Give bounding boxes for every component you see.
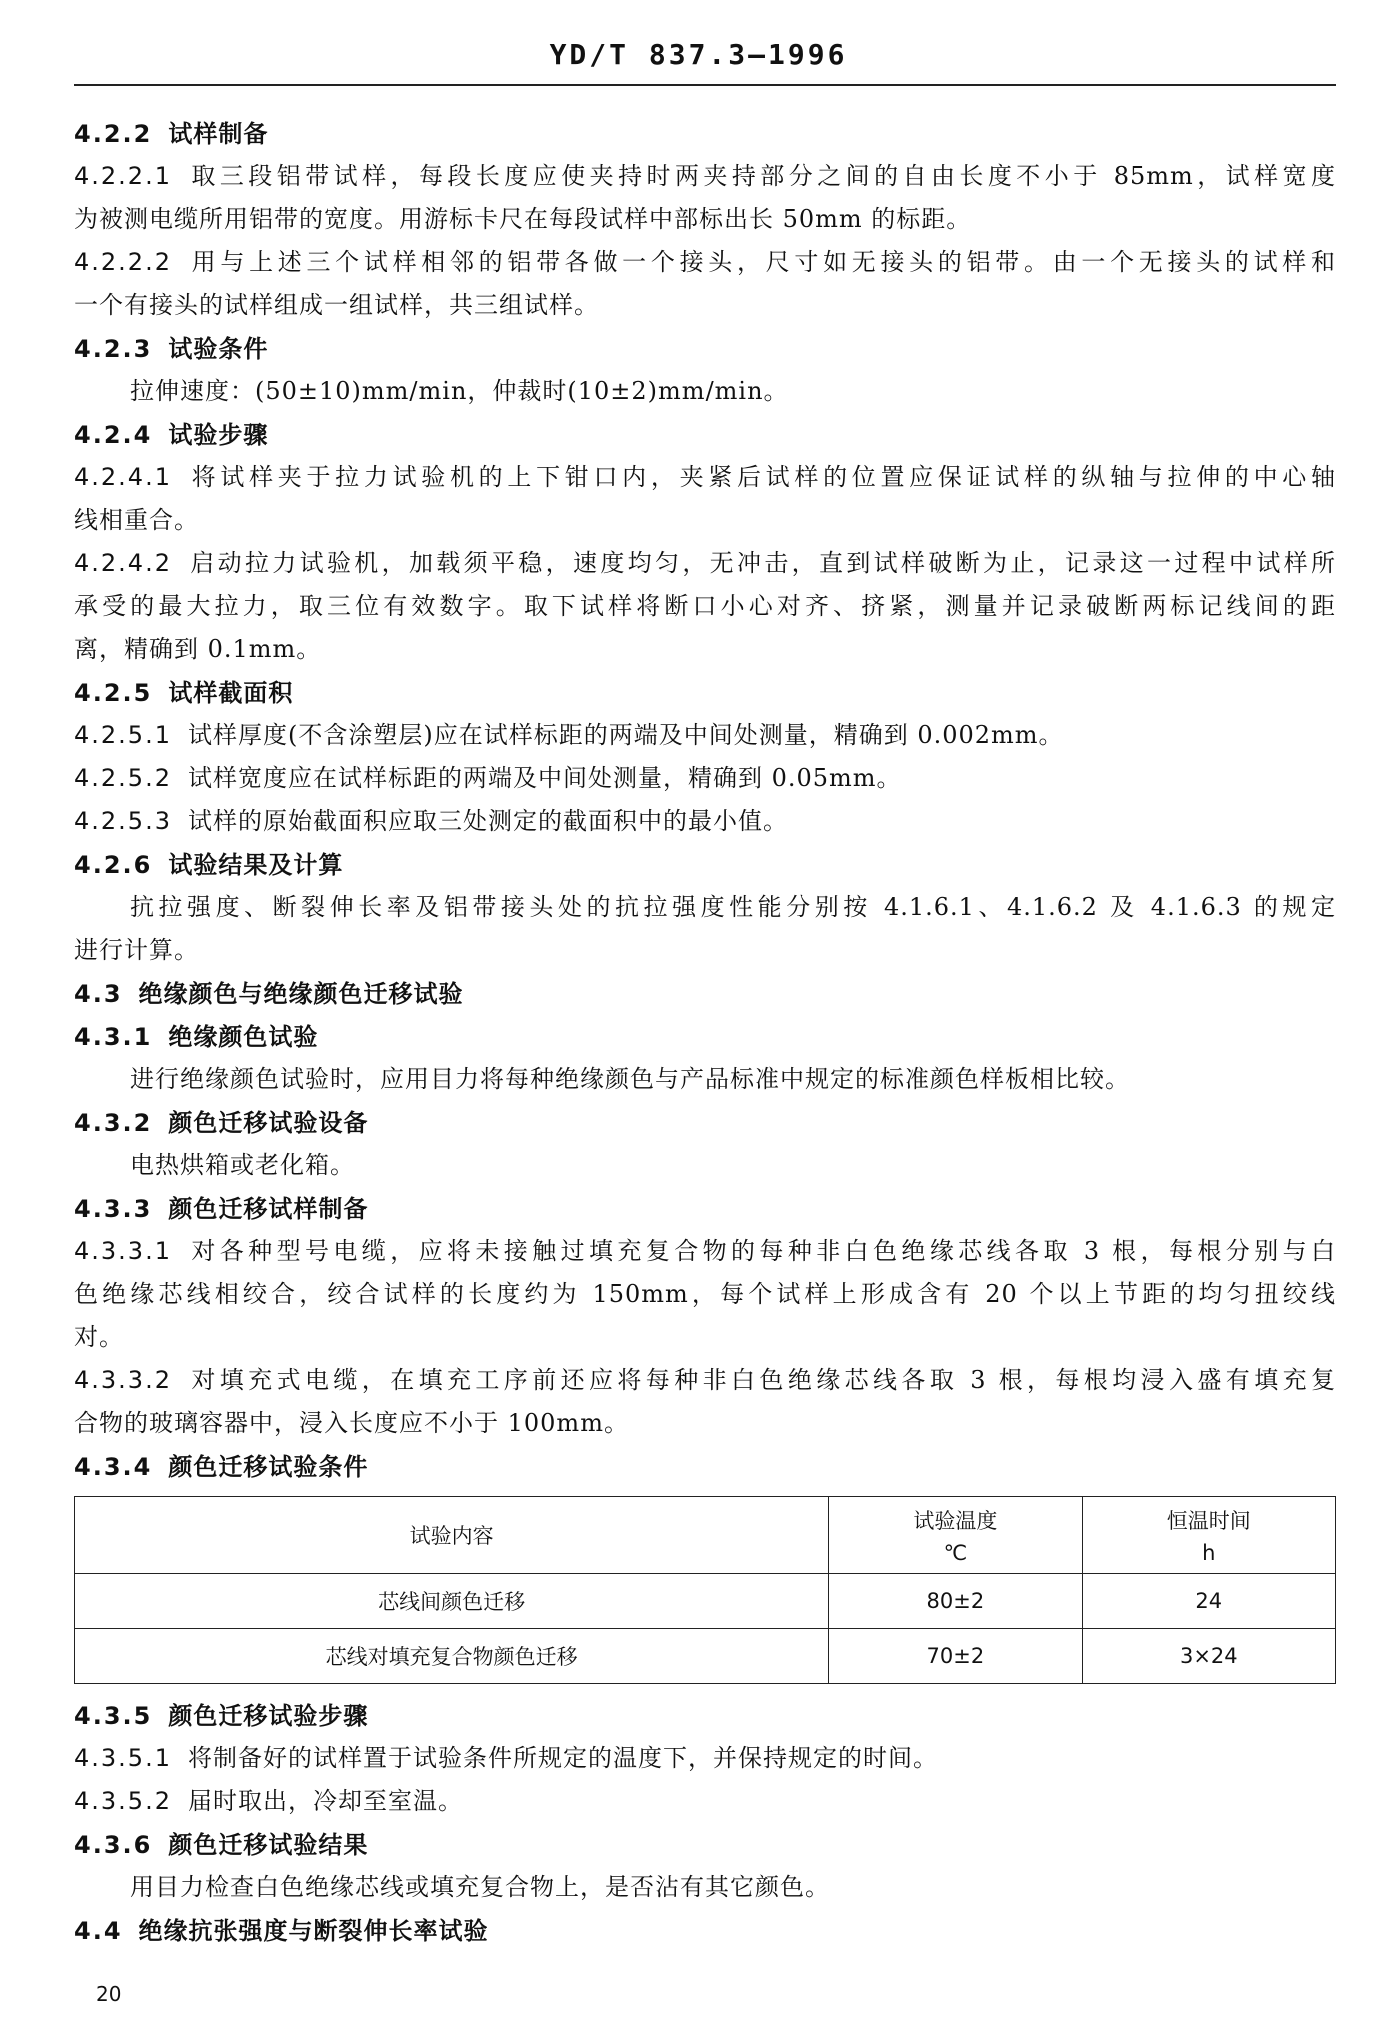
- line-text: 进行计算。: [74, 936, 199, 964]
- document-body: [74, 112, 1336, 1952]
- header-unit: h: [1202, 1541, 1216, 1565]
- line-text: 电热烘箱或老化箱。: [130, 1151, 355, 1179]
- line-text: 试验步骤: [168, 420, 269, 449]
- table-cell: 70±2: [829, 1629, 1082, 1684]
- line-text: 届时取出，冷却至室温。: [187, 1787, 463, 1815]
- clause-number: 4.3.5.2: [74, 1787, 172, 1815]
- color-migration-conditions-table: [74, 1496, 1336, 1684]
- section-heading: [74, 843, 1336, 886]
- section-heading: [74, 1909, 1336, 1952]
- text-line: [74, 499, 1336, 542]
- line-text: 颜色迁移试验步骤: [168, 1701, 369, 1730]
- text-line: [74, 929, 1336, 972]
- clause-number: 4.2.2.2: [74, 248, 172, 276]
- text-line: [74, 1230, 1336, 1273]
- clause-number: 4.3.3.1: [74, 1237, 172, 1265]
- line-text: 合物的玻璃容器中，浸入长度应不小于 100mm。: [74, 1409, 629, 1437]
- text-line: [74, 585, 1336, 628]
- line-text: 将试样夹于拉力试验机的上下钳口内，夹紧后试样的位置应保证试样的纵轴与拉伸的中心轴: [187, 463, 1336, 491]
- clause-number: 4.3.3.2: [74, 1366, 172, 1394]
- line-text: 试样制备: [168, 119, 269, 148]
- line-text: 对填充式电缆，在填充工序前还应将每种非白色绝缘芯线各取 3 根，每根均浸入盛有填充复: [187, 1366, 1336, 1394]
- line-text: 试验结果及计算: [168, 850, 344, 879]
- line-text: 取三段铝带试样，每段长度应使夹持时两夹持部分之间的自由长度不小于 85mm，试样宽度: [187, 162, 1336, 190]
- text-line: [74, 1359, 1336, 1402]
- table-header-row: [75, 1497, 1336, 1574]
- table-row: [75, 1629, 1336, 1684]
- table-cell: 芯线对填充复合物颜色迁移: [75, 1629, 829, 1684]
- clause-number: 4.2.6: [74, 851, 153, 879]
- line-text: 颜色迁移试验结果: [168, 1830, 369, 1859]
- line-text: 试验条件: [168, 334, 269, 363]
- clause-number: 4.3: [74, 980, 123, 1008]
- header-label: 恒温时间: [1166, 1509, 1251, 1533]
- line-text: 抗拉强度、断裂伸长率及铝带接头处的抗拉强度性能分别按 4.1.6.1、4.1.6.2 及 4.1.6.3 的规定: [130, 893, 1336, 921]
- clause-number: 4.2.4.2: [74, 549, 172, 577]
- text-line: [74, 886, 1336, 929]
- line-text: 用与上述三个试样相邻的铝带各做一个接头，尺寸如无接头的铝带。由一个无接头的试样和: [187, 248, 1336, 276]
- line-text: 对。: [74, 1323, 124, 1351]
- clause-number: 4.2.5.1: [74, 721, 172, 749]
- clause-number: 4.4: [74, 1917, 123, 1945]
- clause-number: 4.3.5.1: [74, 1744, 172, 1772]
- clause-number: 4.3.6: [74, 1831, 153, 1859]
- section-heading: [74, 112, 1336, 155]
- clause-number: 4.2.5.3: [74, 807, 172, 835]
- line-text: 色绝缘芯线相绞合，绞合试样的长度约为 150mm，每个试样上形成含有 20 个以上节距的均匀扭绞线: [74, 1280, 1336, 1308]
- text-line: [74, 542, 1336, 585]
- text-line: [74, 1144, 1336, 1187]
- clause-number: 4.2.4: [74, 421, 153, 449]
- text-line: [74, 800, 1336, 843]
- header-label: 试验内容: [409, 1524, 494, 1548]
- clause-number: 4.2.2: [74, 120, 153, 148]
- clause-number: 4.3.2: [74, 1109, 153, 1137]
- text-line: [74, 284, 1336, 327]
- line-text: 绝缘抗张强度与断裂伸长率试验: [138, 1916, 489, 1945]
- line-text: 离，精确到 0.1mm。: [74, 635, 322, 663]
- clause-number: 4.2.4.1: [74, 463, 172, 491]
- line-text: 对各种型号电缆，应将未接触过填充复合物的每种非白色绝缘芯线各取 3 根，每根分别与白: [187, 1237, 1336, 1265]
- section-heading: [74, 1015, 1336, 1058]
- header-divider: [74, 84, 1336, 86]
- section-lines-after-table: [74, 1694, 1336, 1952]
- clause-number: 4.3.1: [74, 1023, 153, 1051]
- header-unit: ℃: [943, 1541, 968, 1565]
- standard-code-header: YD/T 837.3—1996: [549, 38, 848, 71]
- section-heading: [74, 1823, 1336, 1866]
- section-heading: [74, 1101, 1336, 1144]
- text-line: [74, 714, 1336, 757]
- clause-number: 4.2.3: [74, 335, 153, 363]
- text-line: [74, 628, 1336, 671]
- line-text: 启动拉力试验机，加载须平稳，速度均匀，无冲击，直到试样破断为止，记录这一过程中试样所: [187, 549, 1336, 577]
- line-text: 试样的原始截面积应取三处测定的截面积中的最小值。: [187, 807, 788, 835]
- line-text: 试样截面积: [168, 678, 294, 707]
- section-heading: [74, 972, 1336, 1015]
- text-line: [74, 1780, 1336, 1823]
- text-line: [74, 1273, 1336, 1316]
- table-header-cell: [829, 1497, 1082, 1574]
- text-line: [74, 1737, 1336, 1780]
- table-cell: 24: [1082, 1574, 1335, 1629]
- section-lines-before-table: [74, 112, 1336, 1488]
- line-text: 进行绝缘颜色试验时，应用目力将每种绝缘颜色与产品标准中规定的标准颜色样板相比较。: [130, 1065, 1130, 1093]
- line-text: 颜色迁移试验条件: [168, 1452, 369, 1481]
- section-heading: [74, 671, 1336, 714]
- section-heading: [74, 327, 1336, 370]
- line-text: 颜色迁移试验设备: [168, 1108, 369, 1137]
- line-text: 绝缘颜色与绝缘颜色迁移试验: [138, 979, 464, 1008]
- text-line: [74, 1316, 1336, 1359]
- text-line: [74, 155, 1336, 198]
- clause-number: 4.3.3: [74, 1195, 153, 1223]
- text-line: [74, 198, 1336, 241]
- line-text: 将制备好的试样置于试验条件所规定的温度下，并保持规定的时间。: [187, 1744, 938, 1772]
- text-line: [74, 757, 1336, 800]
- line-text: 线相重合。: [74, 506, 199, 534]
- line-text: 承受的最大拉力，取三位有效数字。取下试样将断口小心对齐、挤紧，测量并记录破断两标记线间的距: [74, 592, 1336, 620]
- text-line: [74, 456, 1336, 499]
- text-line: [74, 370, 1336, 413]
- table-header-cell: [75, 1497, 829, 1574]
- line-text: 一个有接头的试样组成一组试样，共三组试样。: [74, 291, 599, 319]
- clause-number: 4.2.5.2: [74, 764, 172, 792]
- page-number: 20: [96, 1982, 122, 2006]
- clause-number: 4.2.2.1: [74, 162, 172, 190]
- text-line: [74, 1402, 1336, 1445]
- table-header-cell: [1082, 1497, 1335, 1574]
- line-text: 试样厚度(不含涂塑层)应在试样标距的两端及中间处测量，精确到 0.002mm。: [187, 721, 1064, 749]
- section-heading: [74, 1445, 1336, 1488]
- clause-number: 4.3.4: [74, 1453, 153, 1481]
- line-text: 颜色迁移试样制备: [168, 1194, 369, 1223]
- text-line: [74, 1058, 1336, 1101]
- table-cell: 芯线间颜色迁移: [75, 1574, 829, 1629]
- section-heading: [74, 1187, 1336, 1230]
- table-cell: 80±2: [829, 1574, 1082, 1629]
- header-label: 试验温度: [913, 1509, 998, 1533]
- section-heading: [74, 1694, 1336, 1737]
- table-cell: 3×24: [1082, 1629, 1335, 1684]
- line-text: 试样宽度应在试样标距的两端及中间处测量，精确到 0.05mm。: [187, 764, 902, 792]
- text-line: [74, 1866, 1336, 1909]
- line-text: 绝缘颜色试验: [168, 1022, 319, 1051]
- text-line: [74, 241, 1336, 284]
- clause-number: 4.2.5: [74, 679, 153, 707]
- line-text: 用目力检查白色绝缘芯线或填充复合物上，是否沾有其它颜色。: [130, 1873, 830, 1901]
- clause-number: 4.3.5: [74, 1702, 153, 1730]
- table-row: [75, 1574, 1336, 1629]
- line-text: 拉伸速度：(50±10)mm/min，仲裁时(10±2)mm/min。: [130, 377, 789, 405]
- section-heading: [74, 413, 1336, 456]
- line-text: 为被测电缆所用铝带的宽度。用游标卡尺在每段试样中部标出长 50mm 的标距。: [74, 205, 972, 233]
